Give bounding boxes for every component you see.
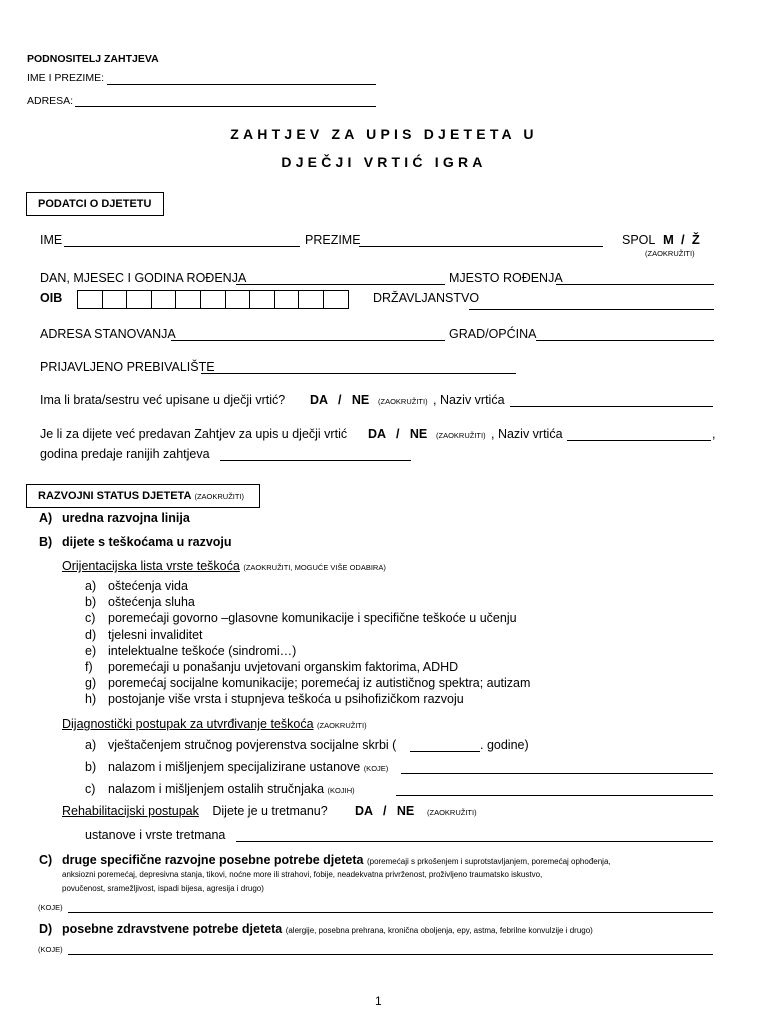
city-label: GRAD/OPĆINA <box>449 327 537 341</box>
citizenship-label: DRŽAVLJANSTVO <box>373 291 480 305</box>
option-c-text: druge specifične razvojne posebne potrebe djeteta <box>62 853 364 867</box>
option-c-marker[interactable]: C) <box>39 853 53 867</box>
option-d-field[interactable] <box>68 954 713 955</box>
residence-address-field[interactable] <box>171 340 445 341</box>
sibling-circle-note: (ZAOKRUŽITI) <box>378 397 428 406</box>
residence-address-label: ADRESA STANOVANJA <box>40 327 176 341</box>
applicant-name-field[interactable] <box>107 84 376 85</box>
option-b-marker[interactable]: B) <box>39 535 53 549</box>
dev-section-label: RAZVOJNI STATUS DJETETA <box>38 490 192 502</box>
diag-b-field[interactable] <box>401 773 713 774</box>
orientation-list-label: Orijentacijska lista vrste teškoća <box>62 559 240 573</box>
rehab-question: Dijete je u tretmanu? <box>212 804 328 818</box>
list-item[interactable]: a) oštećenja vida <box>85 579 188 593</box>
diag-c-note: (KOJIH) <box>327 786 355 795</box>
list-item[interactable]: e) intelektualne teškoće (sindromi…) <box>85 643 297 658</box>
child-section-box <box>26 192 164 216</box>
sibling-kindergarten-label: , Naziv vrtića <box>433 393 505 407</box>
applicant-address-label: ADRESA: <box>27 95 74 107</box>
diag-a-marker[interactable]: a) <box>85 738 97 752</box>
option-c-note-1: (poremećaji s prkošenjem i suprotstavljanjem, poremećaj ophođenja, <box>366 857 611 866</box>
option-d-text: posebne zdravstvene potrebe djeteta <box>62 922 283 936</box>
form-title-line1: ZAHTJEV ZA UPIS DJETETA U <box>230 126 538 142</box>
rehab-institutions-label: ustanove i vrste tretmana <box>85 828 226 842</box>
option-c-which-label: (KOJE) <box>38 903 63 912</box>
diag-b-marker[interactable]: b) <box>85 760 97 774</box>
birth-date-field[interactable] <box>236 284 445 285</box>
option-c-note-2: anksiozni poremećaj, depresivna stanja, tikovi, noćne more ili strahovi, fobije, neadekvatna privrženost, proživljeno traumatsko iskustvo, <box>62 870 543 879</box>
applicant-heading: PODNOSITELJ ZAHTJEVA <box>27 53 159 65</box>
birth-place-label: MJESTO ROĐENJA <box>449 271 563 285</box>
option-b-text: dijete s teškoćama u razvoju <box>62 535 232 549</box>
diagnostic-note: (ZAOKRUŽITI) <box>317 721 367 730</box>
oib-label: OIB <box>40 291 63 305</box>
prior-year-field[interactable] <box>220 460 411 461</box>
diag-a-text: vještačenjem stručnog povjerenstva socijalne skrbi ( <box>108 738 397 752</box>
option-d-note: (alergije, posebna prehrana, kronična oboljenja, epy, astma, febrilne konvulzije i drugo) <box>285 926 593 935</box>
sibling-yes-no[interactable]: DA / NE <box>310 393 370 407</box>
list-item[interactable]: h) postojanje više vrsta i stupnjeva teškoća u psihofizičkom razvoju <box>85 692 464 707</box>
orientation-list-note: (ZAOKRUŽITI, MOGUĆE VIŠE ODABIRA) <box>243 563 386 572</box>
diag-b-note: (KOJE) <box>363 764 389 773</box>
dev-section-note: (ZAOKRUŽITI) <box>194 491 245 501</box>
orientation-list <box>85 578 530 708</box>
rehab-institutions-field[interactable] <box>236 841 713 842</box>
form-title-line2: DJEČJI VRTIĆ IGRA <box>281 154 487 170</box>
diag-c-marker[interactable]: c) <box>85 782 96 796</box>
applicant-address-field[interactable] <box>75 106 376 107</box>
prior-kindergarten-label: , Naziv vrtića <box>491 427 563 441</box>
citizenship-field[interactable] <box>469 309 714 310</box>
option-c-note-3: povučenost, sramežljivost, ispadi bijesa, agresija i drugo) <box>62 884 264 893</box>
prior-kindergarten-field[interactable] <box>567 440 711 441</box>
birth-date-label: DAN, MJESEC I GODINA ROĐENJA <box>40 271 247 285</box>
list-item[interactable]: b) oštećenja sluha <box>85 595 195 610</box>
first-name-label: IME <box>40 233 63 247</box>
rehab-note: (ZAOKRUŽITI) <box>427 808 477 817</box>
option-c-field[interactable] <box>68 912 713 913</box>
sibling-question: Ima li brata/sestru već upisane u dječji vrtić? <box>40 393 286 407</box>
option-d-which-label: (KOJE) <box>38 945 63 954</box>
option-d-marker[interactable]: D) <box>39 922 53 936</box>
dev-section-box <box>26 484 260 508</box>
sex-label: SPOL <box>622 233 656 247</box>
sex-circle-note: (ZAOKRUŽITI) <box>645 249 695 258</box>
registered-residence-label: PRIJAVLJENO PREBIVALIŠTE <box>40 360 215 374</box>
sex-options[interactable]: M / Ž <box>663 232 700 247</box>
prior-request-question: Je li za dijete već predavan Zahtjev za upis u dječji vrtić <box>40 427 348 441</box>
diag-a-year-field[interactable] <box>410 751 480 752</box>
rehab-yes-no[interactable]: DA / NE <box>355 804 415 818</box>
list-item[interactable]: g) poremećaj socijalne komunikacije; poremećaj iz autističnog spektra; autizam <box>85 676 531 691</box>
prior-request-yes-no[interactable]: DA / NE <box>368 427 428 441</box>
diag-c-field[interactable] <box>396 795 713 796</box>
prior-request-circle-note: (ZAOKRUŽITI) <box>436 431 486 440</box>
first-name-field[interactable] <box>64 246 300 247</box>
option-a-marker[interactable]: A) <box>39 511 53 525</box>
diag-b-text: nalazom i mišljenjem specijalizirane ustanove <box>108 760 361 774</box>
option-a-text: uredna razvojna linija <box>62 511 190 525</box>
list-item[interactable]: d) tjelesni invaliditet <box>85 627 203 642</box>
registered-residence-field[interactable] <box>201 373 516 374</box>
child-section-label: PODATCI O DJETETU <box>38 198 152 210</box>
sibling-kindergarten-field[interactable] <box>510 406 713 407</box>
city-field[interactable] <box>536 340 714 341</box>
rehab-label: Rehabilitacijski postupak <box>62 804 199 818</box>
applicant-name-label: IME I PREZIME: <box>27 72 105 84</box>
list-item[interactable]: c) poremećaji govorno –glasovne komunikacije i specifične teškoće u učenju <box>85 611 517 626</box>
diagnostic-label: Dijagnostički postupak za utvrđivanje teškoća <box>62 717 314 731</box>
page-number: 1 <box>375 994 382 1008</box>
last-name-field[interactable] <box>359 246 603 247</box>
diag-c-text: nalazom i mišljenjem ostalih stručnjaka <box>108 782 325 796</box>
birth-place-field[interactable] <box>556 284 714 285</box>
prior-request-comma: , <box>712 427 716 441</box>
prior-year-label: godina predaje ranijih zahtjeva <box>40 447 210 461</box>
diag-a-tail: . godine) <box>480 738 529 752</box>
list-item[interactable]: f) poremećaji u ponašanju uvjetovani organskim faktorima, ADHD <box>85 659 459 674</box>
oib-boxes[interactable] <box>77 290 349 309</box>
last-name-label: PREZIME <box>305 233 361 247</box>
